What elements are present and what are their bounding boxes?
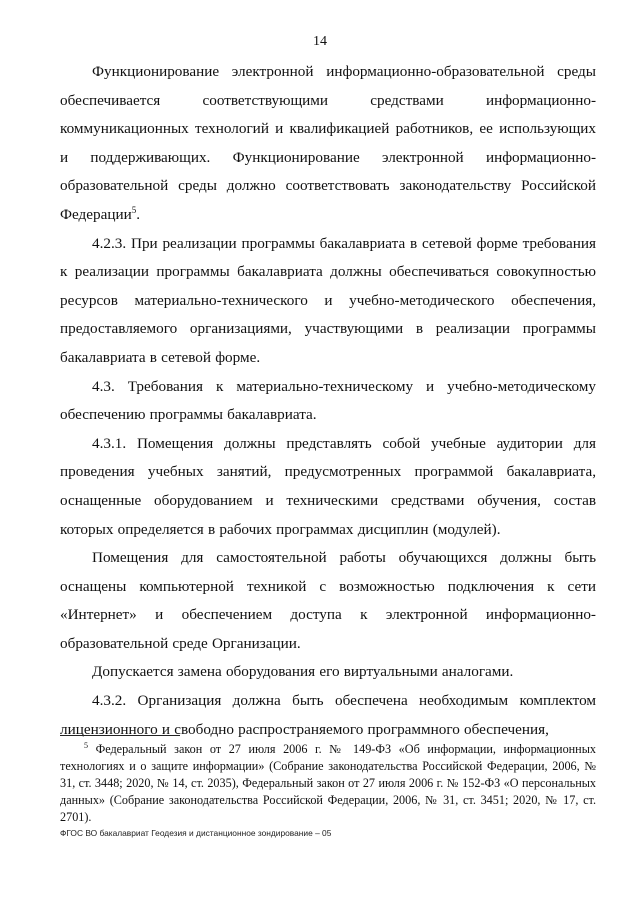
paragraph-ites-functioning	[60, 58, 596, 230]
page-footer: ФГОС ВО бакалавриат Геодезия и дистанционное зондирование – 05	[60, 828, 332, 838]
paragraph-4-3-1: 4.3.1. Помещения должны представлять собой учебные аудитории для проведения учебных занятий, предусмотренных программой бакалавриата, оснащенные оборудованием и техническими средствами обучения, состав которых определяется в рабочих программах дисциплин (модулей).	[60, 434, 596, 538]
footnote-separator	[60, 735, 180, 736]
body-text	[60, 58, 596, 744]
paragraph-end-punctuation: .	[136, 205, 141, 223]
paragraph-4-3-2: 4.3.2. Организация должна быть обеспечена необходимым комплектом лицензионного и свободно распространяемого программного обеспечения,	[60, 692, 596, 738]
paragraph-virtual-analogues: Допускается замена оборудования его виртуальными аналогами.	[92, 663, 514, 681]
page-number: 14	[313, 34, 327, 49]
footnote	[60, 741, 596, 826]
footnote-text: Федеральный закон от 27 июля 2006 г. № 149-ФЗ «Об информации, информационных технологиях и о защите информации» (Собрание законодательства Российской Федерации, 2006, № 31, ст. 3448; 2020, № 14, ст. 2035), Федеральный закон от 27 июля 2006 г. № 152-ФЗ «О персональных данных» (Собрание законодательства Российской Федерации, 2006, № 31, ст. 3451; 2020, № 17, ст. 2701).	[60, 742, 596, 824]
paragraph-text: Функционирование электронной информационно-образовательной среды обеспечивается соответствующими средствами информационно-коммуникационных технологий и квалификацией работников, ее использующих и поддерживающих. Функционирование электронной информационно-образовательной среды должно соответствовать законодательству Российской Федерации	[60, 63, 596, 223]
paragraph-4-3: 4.3. Требования к материально-техническому и учебно-методическому обеспечению программы бакалавриата.	[60, 377, 596, 424]
paragraph-4-2-3: 4.2.3. При реализации программы бакалавриата в сетевой форме требования к реализации программы бакалавриата должны обеспечиваться совокупностью ресурсов материально-технического и учебно-методического обеспечения, предоставляемого организациями, участвующими в реализации программы бакалавриата в сетевой форме.	[60, 234, 596, 366]
footnote-marker: 5	[84, 741, 88, 750]
paragraph-self-study-rooms: Помещения для самостоятельной работы обучающихся должны быть оснащены компьютерной техникой с возможностью подключения к сети «Интернет» и обеспечением доступа к электронной информационно-образовательной среде Организации.	[60, 549, 596, 652]
footnote-reference: 5	[131, 204, 137, 215]
